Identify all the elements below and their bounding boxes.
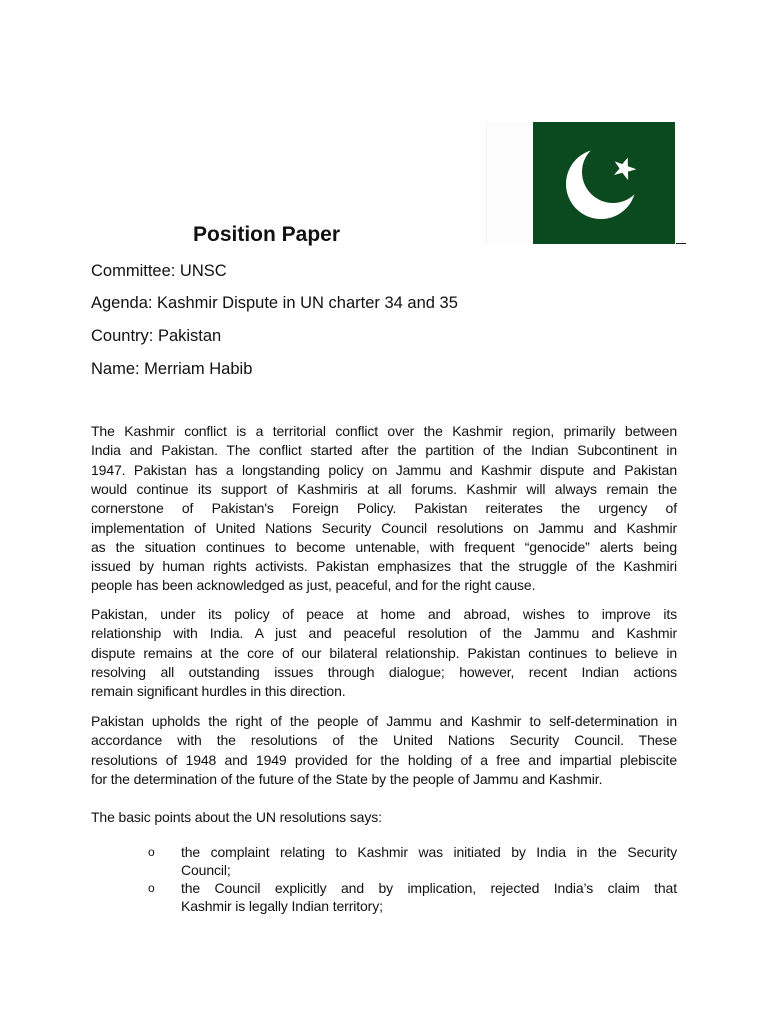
paragraph-p1-line: The Kashmir conflict is a territorial conflict over the Kashmir region, primarily between: [91, 423, 677, 439]
paragraph-p3-line: Pakistan upholds the right of the people of Jammu and Kashmir to self-determination in: [91, 713, 677, 729]
paragraph-p1-line: implementation of United Nations Security Council resolutions on Jammu and Kashmir: [91, 519, 677, 536]
paragraph-p3-line: resolutions of 1948 and 1949 provided for the holding of a free and impartial plebiscite: [91, 751, 677, 768]
bullet-marker: o: [148, 881, 155, 895]
agenda-line: Agenda: Kashmir Dispute in UN charter 34 and 35: [91, 294, 458, 312]
paragraph-p1-line: 1947. Pakistan has a longstanding policy on Jammu and Kashmir dispute and Pakistan: [91, 461, 677, 478]
bullet-item-line: Kashmir is legally Indian territory;: [181, 898, 383, 914]
name-line: Name: Merriam Habib: [91, 360, 253, 378]
paragraph-p1-line: issued by human rights activists. Pakistan emphasizes that the struggle of the Kashmiri: [91, 558, 677, 575]
bullet-item-line: Council;: [181, 862, 231, 878]
paragraph-p2-line: Pakistan, under its policy of peace at home and abroad, wishes to improve its: [91, 606, 677, 622]
paragraph-p2-line: relationship with India. A just and peaceful resolution of the Jammu and Kashmir: [91, 625, 677, 642]
pakistan-flag: [533, 122, 675, 244]
flag-hoist-strip: [486, 122, 534, 244]
paragraph-p3-line: accordance with the resolutions of the United Nations Security Council. These: [91, 732, 677, 749]
crescent-star-icon: [533, 122, 675, 244]
paragraph-p2-line: dispute remains at the core of our bilateral relationship. Pakistan continues to believe in: [91, 644, 677, 661]
paragraph-p1-line: cornerstone of Pakistan's Foreign Policy. Pakistan reiterates the urgency of: [91, 500, 677, 517]
paragraph-p3-line: for the determination of the future of the State by the people of Jammu and Kashmir.: [91, 770, 603, 787]
bullet-marker: o: [148, 845, 155, 859]
paragraph-p1-line: India and Pakistan. The conflict started after the partition of the Indian Subcontinent in: [91, 442, 677, 459]
underscore-mark: [676, 243, 686, 244]
paragraph-p4-line: The basic points about the UN resolutions says:: [91, 809, 382, 825]
paragraph-p2-line: resolving all outstanding issues through dialogue; however, recent Indian actions: [91, 663, 677, 680]
bullet-item-line: the complaint relating to Kashmir was initiated by India in the Security: [181, 844, 677, 860]
committee-line: Committee: UNSC: [91, 262, 227, 280]
paragraph-p1-line: people has been acknowledged as just, peaceful, and for the right cause.: [91, 577, 536, 594]
page-title: Position Paper: [193, 223, 341, 246]
paragraph-p1-line: would continue its support of Kashmiris at all forums. Kashmir will always remain the: [91, 480, 677, 497]
bullet-item-line: the Council explicitly and by implication, rejected India’s claim that: [181, 880, 677, 896]
paragraph-p2-line: remain significant hurdles in this direction.: [91, 683, 346, 700]
paragraph-p1-line: as the situation continues to become untenable, with frequent “genocide” alerts being: [91, 538, 677, 555]
country-line: Country: Pakistan: [91, 327, 222, 345]
